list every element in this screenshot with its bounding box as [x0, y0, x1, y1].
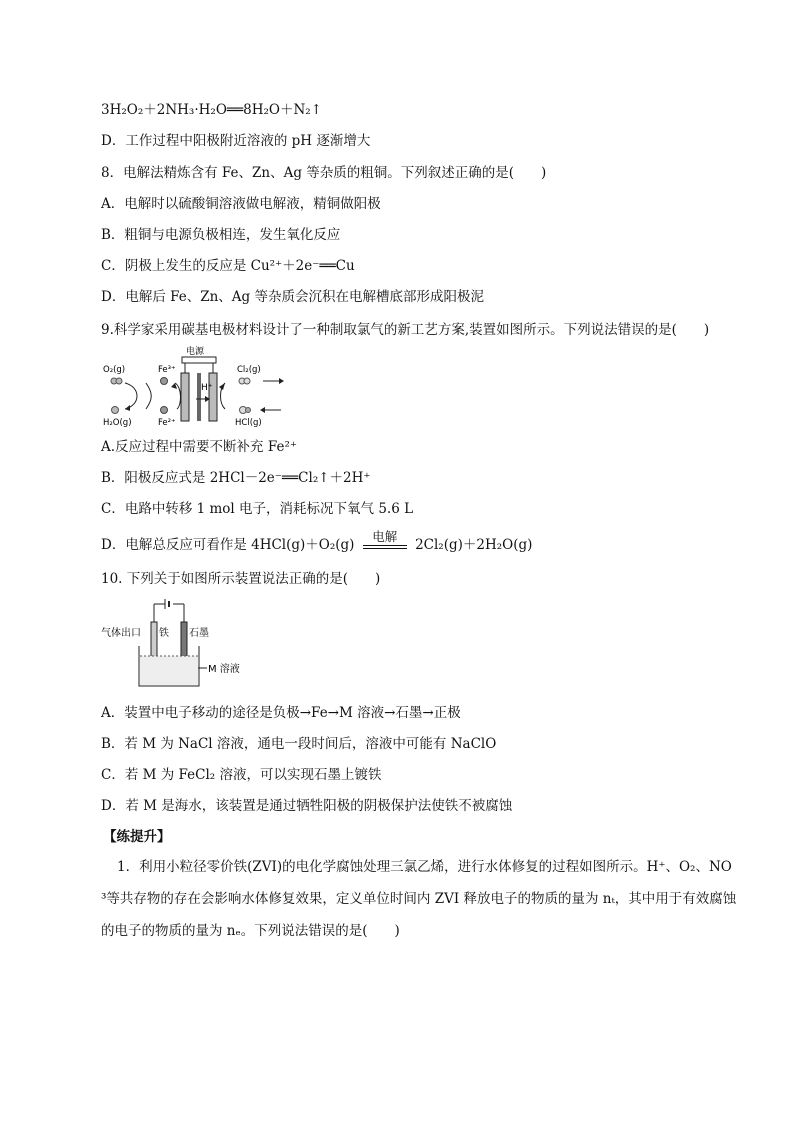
- power-source-label: 电源: [186, 347, 205, 357]
- section-heading: 【练提升】: [103, 829, 171, 845]
- q8-option-a: A．电解时以硫酸铜溶液做电解液，精铜做阳极: [101, 196, 381, 212]
- problem-1-line-1: 1．利用小粒径零价铁(ZVI)的电化学腐蚀处理三氯乙烯，进行水体修复的过程如图所示。H⁺、O₂、NO: [117, 859, 732, 875]
- h2o-label: H₂O(g): [103, 418, 132, 428]
- equation-line: 3H₂O₂＋2NH₃·H₂O══8H₂O＋N₂↑: [101, 102, 323, 118]
- q10-option-d: D．若 M 是海水，该装置是通过牺牲阳极的阴极保护法使铁不被腐蚀: [101, 798, 513, 814]
- q10-option-c: C．若 M 为 FeCl₂ 溶液，可以实现石墨上镀铁: [101, 767, 382, 783]
- electrolysis-cell-figure-q10: [101, 596, 261, 692]
- q9-option-d: [101, 529, 533, 554]
- q9-option-b: B．阳极反应式是 2HCl－2e⁻══Cl₂↑＋2H⁺: [101, 470, 371, 486]
- hcl-label: HCl(g): [235, 418, 262, 428]
- question-9: 9.科学家采用碳基电极材料设计了一种制取氯气的新工艺方案,装置如图所示。下列说法错误的是( ): [101, 322, 710, 338]
- hplus-label: H⁺: [201, 383, 213, 393]
- fe3-label: Fe³⁺: [158, 365, 176, 375]
- q8-option-c: C．阴极上发生的反应是 Cu²⁺＋2e⁻══Cu: [101, 258, 355, 274]
- electrolysis-label: 电解: [372, 529, 398, 544]
- cl2-label: Cl₂(g): [237, 365, 261, 375]
- q8-option-d: D．电解后 Fe、Zn、Ag 等杂质会沉积在电解槽底部形成阳极泥: [101, 289, 484, 305]
- q9d-left: D．电解总反应可看作是 4HCl(g)＋O₂(g): [101, 537, 355, 553]
- o2-label: O₂(g): [103, 365, 126, 375]
- q9d-right: 2Cl₂(g)＋2H₂O(g): [415, 537, 533, 553]
- q9-option-a: A.反应过程中需要不断补充 Fe²⁺: [101, 439, 297, 455]
- q8-option-b: B．粗铜与电源负极相连，发生氧化反应: [101, 227, 341, 243]
- fe2-label: Fe²⁺: [158, 418, 176, 428]
- q9-option-c: C．电路中转移 1 mol 电子，消耗标况下氧气 5.6 L: [101, 501, 414, 517]
- question-8: 8．电解法精炼含有 Fe、Zn、Ag 等杂质的粗铜。下列叙述正确的是( ): [101, 165, 547, 181]
- electrolysis-arrow: [363, 529, 407, 549]
- graphite-label: 石墨: [189, 628, 209, 639]
- problem-1-line-3: 的电子的物质的量为 nₑ。下列说法错误的是( ): [101, 923, 400, 939]
- electrolysis-figure-q9: [101, 343, 291, 431]
- q10-option-b: B．若 M 为 NaCl 溶液，通电一段时间后，溶液中可能有 NaClO: [101, 736, 497, 752]
- iron-label: 铁: [159, 628, 169, 639]
- question-10: 10. 下列关于如图所示装置说法正确的是( ): [101, 571, 381, 587]
- option-d-prev: D．工作过程中阳极附近溶液的 pH 逐渐增大: [101, 133, 371, 149]
- problem-1-line-2: ³等共存物的存在会影响水体修复效果，定义单位时间内 ZVI 释放电子的物质的量为 nₜ，其中用于有效腐蚀: [101, 891, 737, 907]
- gas-outlet-label: 气体出口: [101, 628, 141, 639]
- q10-option-a: A．装置中电子移动的途径是负极→Fe→M 溶液→石墨→正极: [101, 705, 461, 721]
- solution-label: M 溶液: [208, 664, 240, 675]
